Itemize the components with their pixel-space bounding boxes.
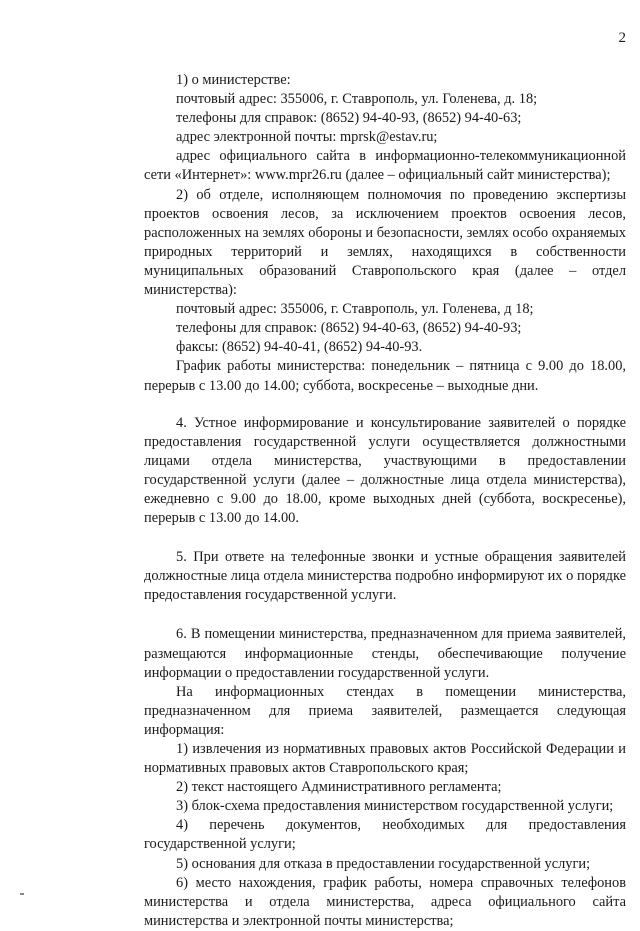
scan-artifact <box>20 893 24 895</box>
list-item-flowchart: 3) блок-схема предоставления министерством государственной услуги; <box>176 798 614 815</box>
paragraph-ministry-heading: 1) о министерстве: <box>176 72 291 88</box>
paragraph-department-heading: 2) об отделе, исполняющем полномочия по проведению экспертизы проектов освоения лесов, за исключением проектов освоения лесов, расположенных на землях обороны и безопасности, землях особо охраняемых природных территорий и землях, находящихся в собственности муниципальных образований Ставропольского края (далее – отдел министерства): <box>144 186 626 299</box>
paragraph-work-schedule: График работы министерства: понедельник – пятница с 9.00 до 18.00, перерыв с 13.00 до 14.00; суббота, воскресенье – выходные дни. <box>144 358 626 394</box>
paragraph-section-5: 5. При ответе на телефонные звонки и устные обращения заявителей должностные лица отдела министерства подробно информируют их о порядке предоставления государственной услуги. <box>144 549 626 604</box>
paragraph-department-postal-address: почтовый адрес: 355006, г. Ставрополь, ул. Голенева, д 18; <box>176 301 534 318</box>
list-item-extracts: 1) извлечения из нормативных правовых актов Российской Федерации и нормативных правовых актов Ставропольского края; <box>144 741 626 777</box>
page-number: 2 <box>618 30 626 46</box>
paragraph-stands-intro: На информационных стендах в помещении министерства, предназначенном для приема заявителей, размещается следующая информация: <box>144 683 626 738</box>
paragraph-ministry-email: адрес электронной почты: mprsk@estav.ru; <box>176 129 438 146</box>
paragraph-section-4: 4. Устное информирование и консультирование заявителей о порядке предоставления государственной услуги осуществляется должностными лицами отдела министерства, участвующими в предоставлении государственной услуги (далее – должностные лица отдела министерства), ежедневно с 9.00 до 18.00, кроме выходных дней (суббота, воскресенье), перерыв с 13.00 до 14.00. <box>144 414 626 527</box>
paragraph-ministry-postal-address: почтовый адрес: 355006, г. Ставрополь, ул. Голенева, д. 18; <box>176 91 538 108</box>
list-item-refusal-grounds: 5) основания для отказа в предоставлении государственной услуги; <box>176 855 591 872</box>
paragraph-department-phones: телефоны для справок: (8652) 94-40-63, (8652) 94-40-93; <box>176 320 522 337</box>
paragraph-ministry-website: адрес официального сайта в информационно-телекоммуникационной сети «Интернет»: www.mpr26.ru (далее – официальный сайт министерства); <box>144 148 626 184</box>
paragraph-section-6: 6. В помещении министерства, предназначенном для приема заявителей, размещаются информационные стенды, обеспечивающие получение информации о предоставлении государственной услуги. <box>144 626 626 681</box>
list-item-documents: 4) перечень документов, необходимых для предоставления государственной услуги; <box>144 817 626 853</box>
paragraph-ministry-phones: телефоны для справок: (8652) 94-40-93, (8652) 94-40-63; <box>176 110 522 127</box>
document-body <box>144 71 626 931</box>
list-item-regulation-text: 2) текст настоящего Административного регламента; <box>176 779 502 796</box>
paragraph-department-faxes: факсы: (8652) 94-40-41, (8652) 94-40-93. <box>176 339 423 356</box>
list-item-location-schedule: 6) место нахождения, график работы, номера справочных телефонов министерства и отдела министерства, адреса официального сайта министерства и электронной почты министерства; <box>144 874 626 929</box>
